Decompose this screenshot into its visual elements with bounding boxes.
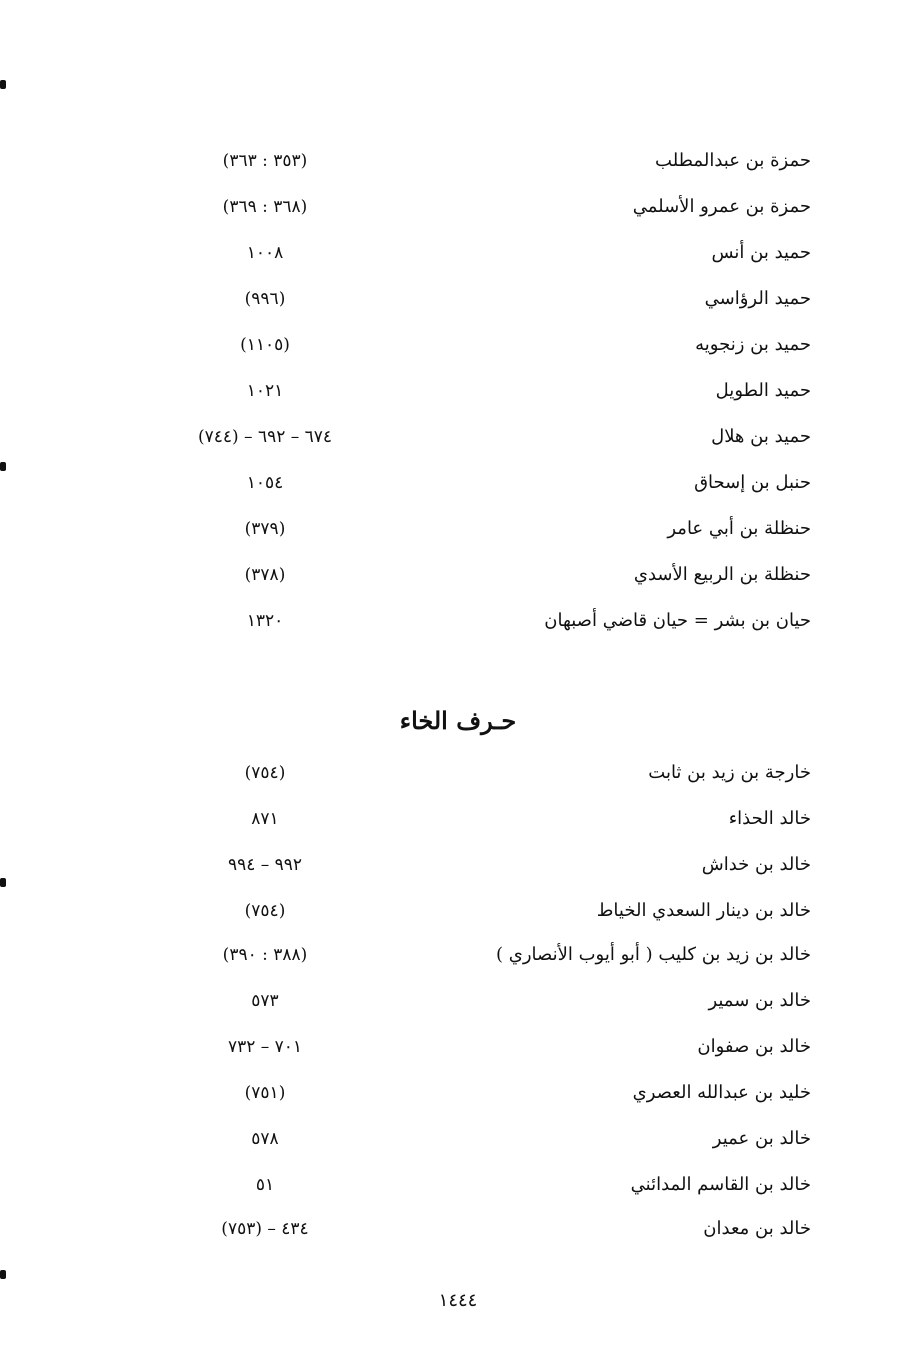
entry-reference: ١٠٥٤ [246,473,284,493]
index-entry [0,196,916,242]
entry-reference: ٥٧٣ [251,991,279,1011]
scan-margin-mark [0,80,6,89]
entry-name: خالد بن سمير [708,990,811,1011]
entry-name: حميد بن زنجويه [695,334,811,355]
index-entry [0,334,916,380]
entry-reference: (٣٧٩) [244,519,286,539]
index-entry [0,242,916,288]
entry-reference: (٩٩٦) [244,289,286,309]
entry-reference: ٥٧٨ [251,1129,279,1149]
entry-name: خارجة بن زيد بن ثابت [648,762,811,783]
entry-reference: (٣٨٨ : ٣٩٠) [222,945,308,965]
index-entry [0,288,916,334]
entry-name: حميد الطويل [715,380,811,401]
entry-name: خالد بن عمير [712,1128,811,1149]
index-entry [0,944,916,990]
index-entry [0,426,916,472]
entry-reference: (٣٧٨) [244,565,286,585]
entry-name: خالد بن زيد بن كليب ( أبو أيوب الأنصاري ) [495,944,811,965]
entry-reference: (٣٥٣ : ٣٦٣) [222,151,308,171]
entry-name: خالد بن صفوان [697,1036,811,1057]
entry-name: حنبل بن إسحاق [694,472,811,493]
entry-reference: (١١٠٥) [240,335,290,355]
index-entry [0,762,916,808]
entry-name: حميد بن هلال [711,426,811,447]
entry-name: حمزة بن عمرو الأسلمي [632,196,811,217]
entry-name: حنظلة بن الربيع الأسدي [633,564,811,585]
index-entry [0,380,916,426]
index-entry [0,518,916,564]
index-entry [0,808,916,854]
index-entry [0,150,916,196]
entry-name: خالد بن خداش [701,854,811,875]
entry-reference: (٧٥٤) [244,763,286,783]
index-entry [0,472,916,518]
entry-reference: ٤٣٤ – (٧٥٣) [221,1219,309,1239]
entry-reference: ١٣٢٠ [246,611,284,631]
scan-margin-mark [0,1270,6,1279]
entry-reference: ٥١ [255,1175,275,1195]
index-entry [0,990,916,1036]
index-entry [0,1128,916,1174]
entry-reference: ٨٧١ [251,809,279,829]
index-entry [0,564,916,610]
entry-name: خالد بن القاسم المدائني [630,1174,811,1195]
index-entry [0,1218,916,1264]
entry-name: حميد بن أنس [711,242,811,263]
entry-reference: ٦٧٤ – ٦٩٢ – (٧٤٤) [197,427,333,447]
entry-name: حميد الرؤاسي [704,288,811,309]
entry-reference: (٣٦٨ : ٣٦٩) [222,197,308,217]
entry-name: حيان بن بشر = حيان قاضي أصبهان [544,610,811,631]
entry-reference: ٩٩٢ – ٩٩٤ [227,855,303,875]
entry-reference: (٧٥٤) [244,901,286,921]
index-entry [0,1174,916,1220]
entry-reference: ١٠٠٨ [246,243,284,263]
entry-name: حنظلة بن أبي عامر [667,518,811,539]
index-entry [0,610,916,656]
entry-name: خليد بن عبدالله العصري [632,1082,811,1103]
entry-reference: ١٠٢١ [246,381,284,401]
entry-name: خالد بن دينار السعدي الخياط [596,900,811,921]
index-entry [0,854,916,900]
index-entry [0,900,916,946]
entry-reference: (٧٥١) [244,1083,286,1103]
page-number: ١٤٤٤ [438,1290,478,1311]
index-entry [0,1036,916,1082]
entry-name: خالد الحذاء [728,808,811,829]
section-heading: حـرف الخاء [399,706,517,735]
index-entry [0,1082,916,1128]
entry-name: حمزة بن عبدالمطلب [655,150,811,171]
entry-reference: ٧٠١ – ٧٣٢ [227,1037,303,1057]
entry-name: خالد بن معدان [703,1218,811,1239]
